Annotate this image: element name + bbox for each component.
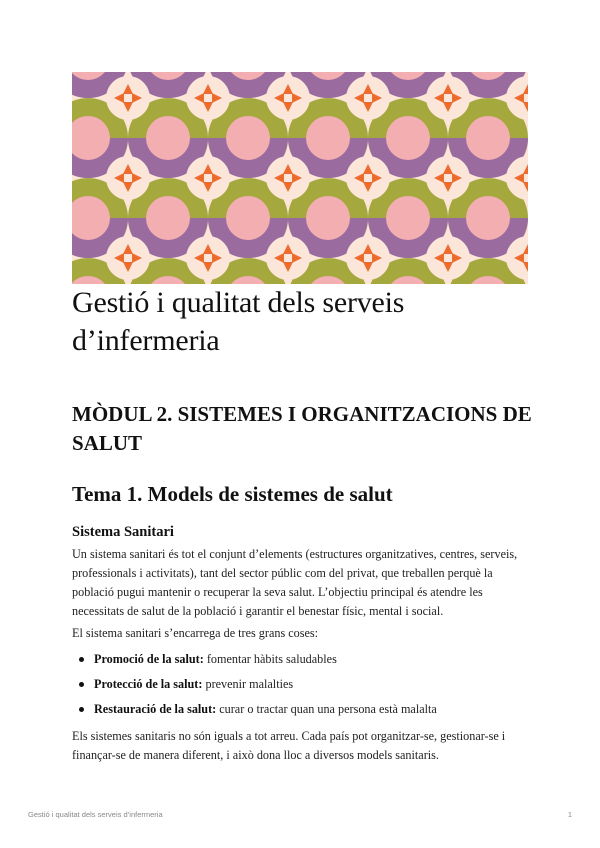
section-heading: Sistema Sanitari: [72, 524, 174, 540]
page-footer: [28, 810, 572, 824]
list-item-term: Restauració de la salut:: [94, 702, 217, 716]
list-item-text: curar o tractar quan una persona està malalta: [219, 702, 437, 716]
models-paragraph: Els sistemes sanitaris no són iguals a tot arreu. Cada país pot organitzar-se, gestionar-se i finançar-se de manera diferent, i això dona lloc a diversos models sanitaris.: [72, 729, 506, 762]
module-heading: MÒDUL 2. SISTEMES I ORGANITZACIONS DE SALUT: [72, 402, 532, 455]
list-item-text: fomentar hàbits saludables: [206, 652, 337, 666]
page-number: 1: [567, 810, 572, 819]
list-item: [72, 650, 528, 669]
footer-title: Gestió i qualitat dels serveis d’infermeria: [28, 810, 163, 819]
intro-paragraph: Un sistema sanitari és tot el conjunt d’elements (estructures organitzatives, centres, serveis, professionals i activitats), tant del sector públic com del privat, que treballen perquè la població pugui mantenir o recuperar la seva salut. L’objectiu principal és atendre les necessitats de salut de la població i garantir el benestar físic, mental i social.: [72, 547, 518, 618]
functions-list: [72, 650, 528, 725]
document-title: Gestió i qualitat dels serveis d’infermeria: [72, 286, 405, 357]
functions-paragraph: El sistema sanitari s’encarrega de tres grans coses:: [72, 626, 319, 640]
list-item-text: prevenir malalties: [205, 677, 294, 691]
list-item: [72, 700, 528, 719]
topic-heading: Tema 1. Models de sistemes de salut: [72, 482, 393, 506]
list-item: [72, 675, 528, 694]
list-item-term: Promoció de la salut:: [94, 652, 204, 666]
list-item-term: Protecció de la salut:: [94, 677, 203, 691]
cover-pattern-banner: [72, 72, 528, 284]
geometric-pattern: [72, 72, 528, 284]
